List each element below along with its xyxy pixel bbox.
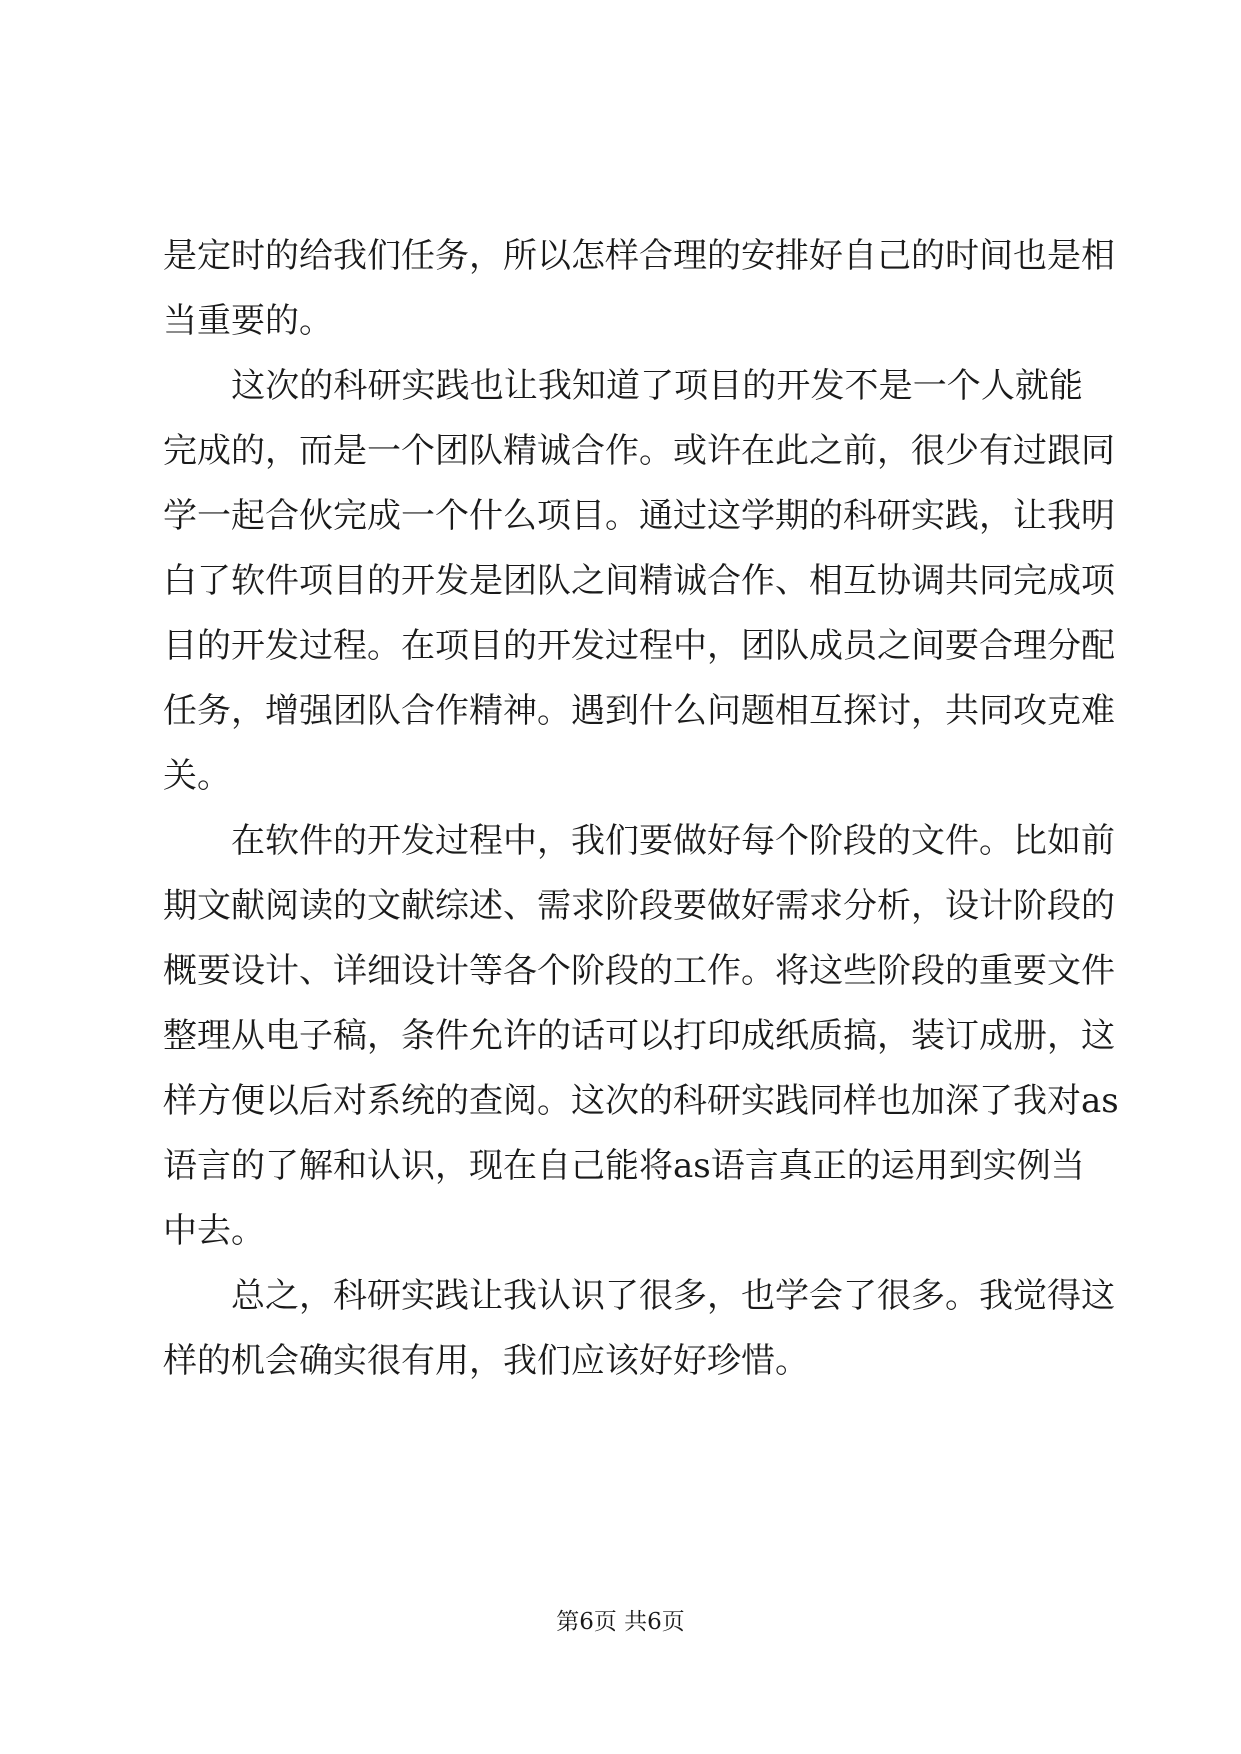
document-body xyxy=(163,224,1119,1394)
paragraph-conclusion xyxy=(163,1264,1115,1394)
text-line: 学一起合伙完成一个什么项目。通过这学期的科研实践，让我明 xyxy=(163,496,1115,536)
text-line: 白了软件项目的开发是团队之间精诚合作、相互协调共同完成项 xyxy=(163,561,1115,601)
text-line: 当重要的。 xyxy=(163,301,333,341)
text-line: 完成的，而是一个团队精诚合作。或许在此之前，很少有过跟同 xyxy=(163,431,1115,471)
paragraph-teamwork xyxy=(163,354,1115,809)
text-line: 期文献阅读的文献综述、需求阶段要做好需求分析，设计阶段的 xyxy=(163,886,1115,926)
text-line: 关。 xyxy=(163,756,231,796)
text-line: 在软件的开发过程中，我们要做好每个阶段的文件。比如前 xyxy=(163,821,1115,861)
text-line: 总之，科研实践让我认识了很多，也学会了很多。我觉得这 xyxy=(163,1276,1115,1316)
text-line: 是定时的给我们任务，所以怎样合理的安排好自己的时间也是相 xyxy=(163,236,1115,276)
text-line: 任务，增强团队合作精神。遇到什么问题相互探讨，共同攻克难 xyxy=(163,691,1115,731)
paragraph-documentation xyxy=(163,809,1119,1264)
text-line: 目的开发过程。在项目的开发过程中，团队成员之间要合理分配 xyxy=(163,626,1115,666)
text-line: 中去。 xyxy=(163,1211,265,1251)
paragraph-time-management xyxy=(163,224,1115,354)
text-line: 样方便以后对系统的查阅。这次的科研实践同样也加深了我对as xyxy=(163,1081,1119,1121)
text-line: 语言的了解和认识，现在自己能将as语言真正的运用到实例当 xyxy=(163,1146,1085,1186)
text-line: 概要设计、详细设计等各个阶段的工作。将这些阶段的重要文件 xyxy=(163,951,1115,991)
text-line: 整理从电子稿，条件允许的话可以打印成纸质搞，装订成册，这 xyxy=(163,1016,1115,1056)
page-footer-page-number: 第6页 共6页 xyxy=(556,1609,685,1635)
text-line: 这次的科研实践也让我知道了项目的开发不是一个人就能 xyxy=(163,366,1083,406)
text-line: 样的机会确实很有用，我们应该好好珍惜。 xyxy=(163,1341,809,1381)
